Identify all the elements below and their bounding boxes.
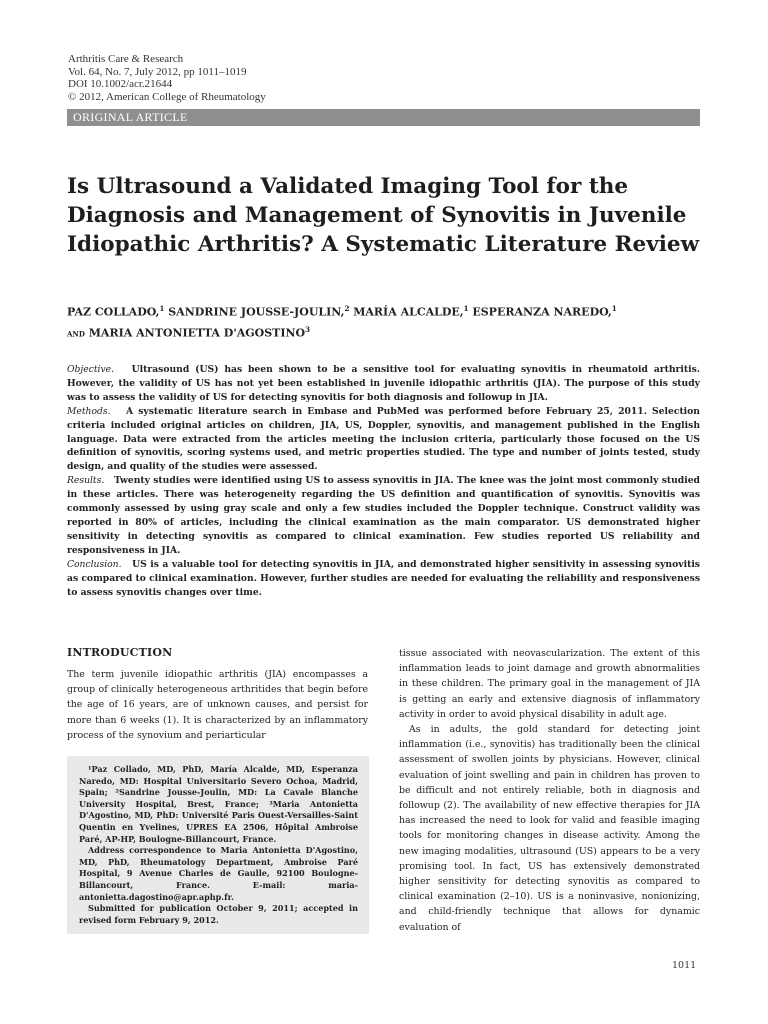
abstract-results	[67, 474, 700, 557]
footnote-affiliations: ¹Paz Collado, MD, PhD, María Alcalde, MD, Esperanza Naredo, MD: Hospital Universitario Severo Ochoa, Madrid, Spain; ²Sandrine Jousse-Joulin, MD: La Cavale Blanche University Hospital, Brest, France; ³Maria Antonietta D'Agostino, MD, PhD: Université Paris Ouest-Versailles-Saint Quentin en Yvelines, UPRES EA 2506, Hôpital Ambroise Paré, AP-HP, Boulogne-Billancourt, France.	[79, 764, 358, 844]
abstract-objective	[67, 363, 700, 405]
author-name: MARIA ANTONIETTA D'AGOSTINO	[88, 326, 306, 340]
abstract-text: A systematic literature search in Embase and PubMed was performed before February 25, 2011. Selection criteria included original articles on children, JIA, US, Doppler, synovitis, and management published in the English language. Data were extracted from the articles meeting the inclusion criteria, particularly those focused on the US definition of synovitis, scoring systems used, and metric properties studied. The type and number of joints tested, study design, and quality of the studies were assessed.	[67, 405, 700, 473]
footnote-correspondence: Address correspondence to Maria Antonietta D'Agostino, MD, PhD, Rheumatology Department, Ambroise Paré Hospital, 9 Avenue Charles de Gaulle, 92100 Boulogne-Billancourt, France. E-mail: maria-antonietta.dagostino@apr.aphp.fr.	[79, 845, 358, 902]
journal-name: Arthritis Care & Research	[68, 53, 184, 65]
left-column	[67, 667, 368, 743]
abstract-label: Conclusion.	[67, 558, 122, 570]
article-type-banner: ORIGINAL ARTICLE	[67, 109, 700, 126]
abstract-label: Results.	[67, 475, 105, 487]
abstract-label: Objective.	[67, 364, 115, 375]
author-affiliation-mark: 1	[463, 304, 469, 313]
abstract-text: Twenty studies were identified using US to assess synovitis in JIA. The knee was the joint most commonly studied in these articles. There was heterogeneity regarding the US definition and quantification of synovitis. Synovitis was commonly assessed by using gray scale and only a few studies included the Doppler technique. Construct validity was reported in 80% of articles, including the clinical examination as the main comparator. US demonstrated higher sensitivity in detecting synovitis as compared to clinical examination. Few studies reported US reliability and responsiveness in JIA.	[67, 475, 700, 556]
journal-copyright: © 2012, American College of Rheumatology	[68, 90, 266, 103]
abstract-text: Ultrasound (US) has been shown to be a sensitive tool for evaluating synovitis in rheumatoid arthritis. However, the validity of US has not yet been established in juvenile idiopathic arthritis (JIA). The purpose of this study was to assess the validity of US for detecting synovitis for both diagnosis and followup in JIA.	[67, 364, 700, 403]
footnote-submitted: Submitted for publication October 9, 2011; accepted in revised form February 9, 2012.	[79, 903, 358, 925]
author-footnote-box	[67, 756, 369, 934]
journal-citation	[68, 53, 266, 103]
abstract-text: US is a valuable tool for detecting synovitis in JIA, and demonstrated higher sensitivity in assessing synovitis as compared to clinical examination. However, further studies are needed for evaluating the reliability and responsiveness to assess synovitis changes over time.	[67, 558, 700, 598]
abstract-methods	[67, 405, 700, 475]
author-affiliation-mark: 1	[159, 304, 165, 313]
author-affiliation-mark: 2	[344, 304, 350, 313]
author-name: SANDRINE JOUSSE-JOULIN,	[168, 305, 345, 319]
intro-paragraph-2: tissue associated with neovascularization. The extent of this inflammation leads to joint damage and growth abnormalities in these children. The primary goal in the management of JIA is getting an early and extensive diagnosis of inflammatory activity in order to avoid physical disability in adult age.	[399, 648, 700, 720]
author-name: MARÍA ALCALDE,	[353, 305, 464, 319]
abstract	[67, 363, 700, 599]
section-heading-introduction: INTRODUCTION	[67, 646, 173, 659]
author-list	[67, 300, 707, 342]
intro-paragraph-3: As in adults, the gold standard for detecting joint inflammation (i.e., synovitis) has traditionally been the clinical assessment of swollen joints by physicians. However, clinical evaluation of joint swelling and pain in children has proven to be difficult and not entirely reliable, both in diagnosis and followup (2). The availability of new effective therapies for JIA has increased the need to look for valid and feasible imaging tools for monitoring changes in disease activity. Among the new imaging modalities, ultrasound (US) appears to be a very promising tool. In fact, US has extensively demonstrated higher sensitivity for detecting synovitis as compared to clinical examination (2–10). US is a noninvasive, nonionizing, and child-friendly technique that allows for dynamic evaluation of	[399, 724, 700, 933]
author-affiliation-mark: 3	[305, 324, 310, 334]
author-name: PAZ COLLADO,	[67, 305, 160, 319]
abstract-conclusion	[67, 558, 700, 600]
right-column	[399, 646, 700, 935]
journal-volume: Vol. 64, No. 7, July 2012, pp 1011–1019	[68, 65, 247, 78]
author-affiliation-mark: 1	[611, 304, 617, 313]
author-line-2	[67, 321, 707, 343]
journal-doi: DOI 10.1002/acr.21644	[68, 78, 173, 90]
article-title: Is Ultrasound a Validated Imaging Tool for the Diagnosis and Management of Synovitis in Juvenile Idiopathic Arthritis? A Systematic Literature Review	[67, 174, 700, 257]
intro-paragraph-1: The term juvenile idiopathic arthritis (JIA) encompasses a group of clinically heterogeneous arthritides that begin before the age of 16 years, are of unknown causes, and persist for more than 6 weeks (1). It is characterized by an inflammatory process of the synovium and periarticular	[67, 669, 368, 741]
page-number: 1011	[672, 960, 697, 971]
abstract-label: Methods.	[67, 405, 111, 417]
author-line-1	[67, 300, 707, 321]
author-conjunction: and	[67, 328, 85, 340]
author-name: ESPERANZA NAREDO,	[472, 305, 612, 319]
